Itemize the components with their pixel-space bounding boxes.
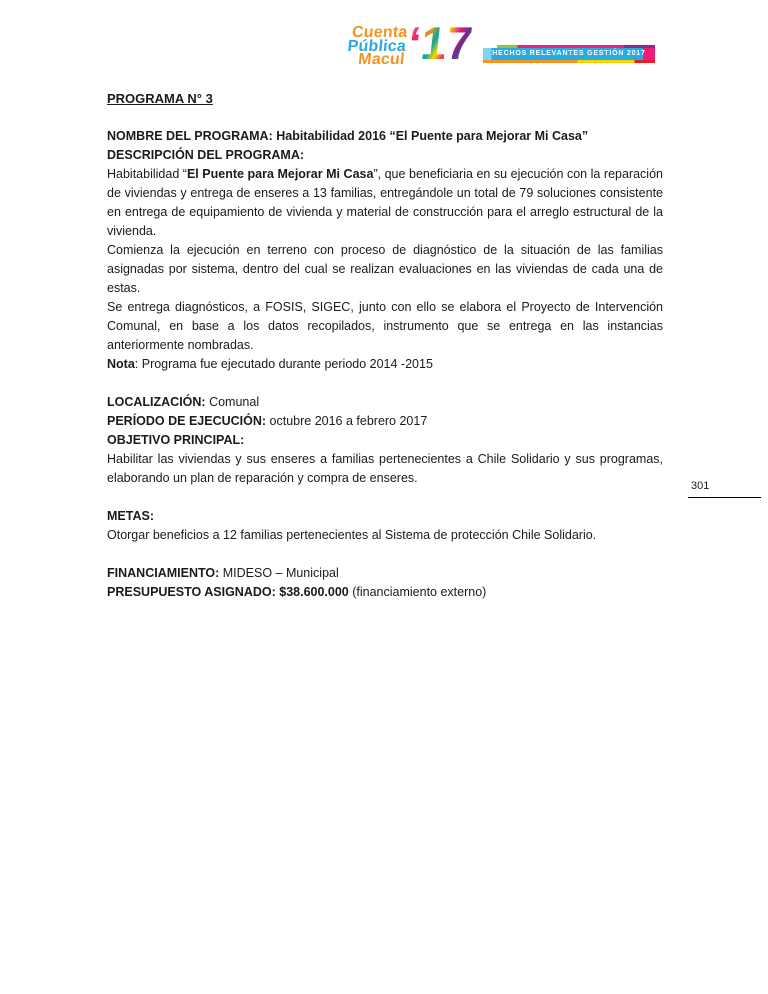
nota-text: : Programa fue ejecutado durante periodo 2014 -2015 [134, 357, 433, 371]
program-name-line: NOMBRE DEL PROGRAMA: Habitabilidad 2016 “El Puente para Mejorar Mi Casa” [107, 129, 589, 143]
program-title: PROGRAMA N° 3 [107, 91, 213, 106]
periodo-value: octubre 2016 a febrero 2017 [266, 414, 428, 428]
presupuesto-line [107, 583, 663, 602]
logo-word-cuenta: Cuenta [351, 24, 409, 41]
descripcion-section [107, 146, 663, 374]
document-content [107, 89, 663, 602]
nota-line [107, 355, 663, 374]
metas-label: METAS: [107, 509, 154, 523]
header [346, 17, 476, 69]
nota-label: Nota [107, 357, 135, 371]
localizacion-line [107, 393, 663, 412]
financiamiento-line [107, 564, 663, 583]
page-number-value: 301 [691, 480, 710, 492]
presupuesto-rest: (financiamiento externo) [348, 585, 487, 599]
descripcion-p1-bold: El Puente para Mejorar Mi Casa [186, 167, 374, 181]
descripcion-paragraph-2: Comienza la ejecución en terreno con proceso de diagnóstico de la situación de las familias asignadas por sistema, dentro del cual se realizan evaluaciones en las viviendas de cada una de estas. [107, 243, 663, 295]
page-number [688, 478, 761, 498]
objetivo-text: Habilitar las viviendas y sus enseres a familias pertenecientes a Chile Solidario y sus programas, elaborando un plan de reparación y compra de enseres. [107, 452, 663, 485]
presupuesto-bold: PRESUPUESTO ASIGNADO: $38.600.000 [107, 585, 349, 599]
logo-word-publica: Pública [346, 37, 407, 55]
descripcion-p1-pre: Habitabilidad “ [107, 167, 187, 181]
cuenta-publica-macul-logo [346, 17, 476, 69]
logo-word-macul: Macul [357, 51, 406, 68]
periodo-line [107, 412, 663, 431]
descripcion-label: DESCRIPCIÓN DEL PROGRAMA: [107, 148, 305, 162]
banner-bottom-stripe [483, 60, 655, 63]
descripcion-paragraph-1 [107, 165, 663, 241]
logo-wordmark [346, 20, 409, 67]
metas-text: Otorgar beneficios a 12 familias pertenecientes al Sistema de protección Chile Solidario. [107, 528, 597, 542]
descripcion-paragraph-3: Se entrega diagnósticos, a FOSIS, SIGEC, junto con ello se elabora el Proyecto de Intervención Comunal, en base a los datos recopilados, instrumento que se entrega en las instancias anteriormente nombradas. [107, 300, 663, 352]
metas-section [107, 507, 663, 545]
objetivo-section [107, 431, 663, 488]
periodo-label: PERÍODO DE EJECUCIÓN: [107, 414, 267, 428]
localizacion-label: LOCALIZACIÓN: [107, 395, 206, 409]
banner-text: HECHOS RELEVANTES GESTIÓN 2017 [483, 48, 655, 60]
program-title-wrap [107, 89, 663, 109]
descripcion-p1-post: ”, que beneficiaria en su ejecución con la reparación de viviendas y entrega de enseres a 13 familias, entregándole un total de 79 soluciones consistente en entrega de equipamiento de vivienda y material de construcción para el arreglo estructural de la vivienda. [107, 167, 663, 238]
logo-year-17: ‘17 [405, 17, 476, 69]
hechos-relevantes-banner [483, 45, 655, 63]
financiamiento-value: MIDESO – Municipal [219, 566, 339, 580]
objetivo-label: OBJETIVO PRINCIPAL: [107, 433, 245, 447]
financiamiento-label: FINANCIAMIENTO: [107, 566, 220, 580]
localizacion-value: Comunal [205, 395, 260, 409]
